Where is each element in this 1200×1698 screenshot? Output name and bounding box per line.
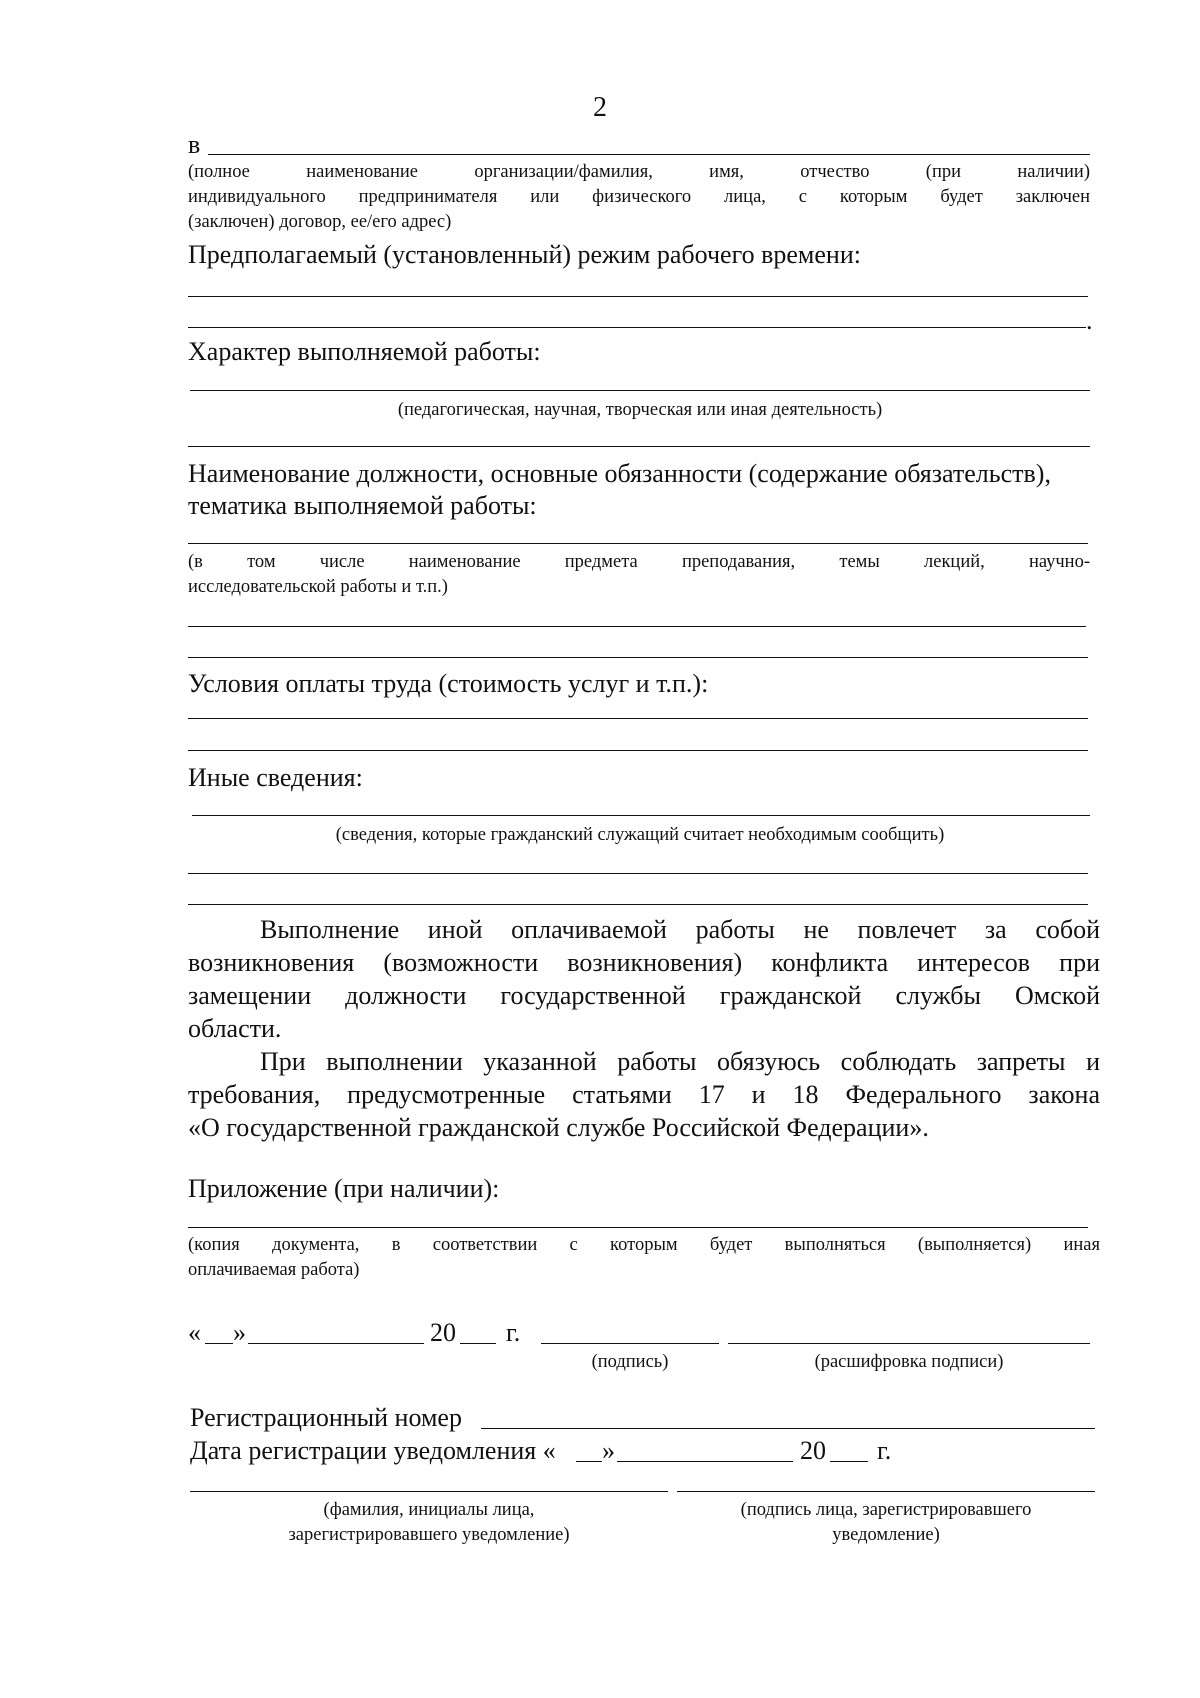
registrar-name-line — [190, 1491, 668, 1492]
work-schedule-label: Предполагаемый (установленный) режим рабочего времени: — [188, 240, 861, 269]
payment-label: Условия оплаты труда (стоимость услуг и т.п.): — [188, 669, 709, 698]
position-label-line-1: Наименование должности, основные обязанности (содержание обязательств), — [188, 459, 1051, 488]
date-month-blank — [248, 1343, 424, 1344]
date-open-quote: « — [188, 1318, 201, 1347]
registration-number-label: Регистрационный номер — [190, 1403, 462, 1432]
statement-p1-line-4: области. — [188, 1014, 282, 1043]
attachment-hint-line-2: оплачиваемая работа) — [188, 1260, 360, 1280]
signature-line — [541, 1343, 719, 1344]
work-schedule-line-1 — [188, 296, 1088, 297]
registrar-signature-line — [677, 1491, 1095, 1492]
work-schedule-line-2 — [188, 327, 1086, 328]
date-year-blank — [460, 1343, 496, 1344]
signature-decoding-line — [728, 1343, 1090, 1344]
date-century: 20 — [430, 1318, 456, 1347]
registrar-name-hint-line-2: зарегистрировавшего уведомление) — [288, 1525, 570, 1545]
date-year-suffix: г. — [506, 1318, 521, 1347]
registrar-signature-hint-line-2: уведомление) — [832, 1525, 940, 1545]
attachment-hint-line-1: (копия документа, в соответствии с которым будет выполняться (выполняется) иная — [188, 1235, 1100, 1255]
page-number: 2 — [593, 92, 607, 123]
date-close-quote: » — [233, 1318, 246, 1347]
other-info-line-2 — [188, 873, 1088, 874]
registration-day-blank — [576, 1461, 602, 1462]
payment-line-1 — [188, 718, 1088, 719]
other-info-line — [192, 815, 1090, 816]
registration-century: 20 — [800, 1436, 826, 1465]
statement-p2-line-2: требования, предусмотренные статьями 17 и 18 Федерального закона — [188, 1080, 1100, 1109]
registration-date-label: Дата регистрации уведомления « — [190, 1436, 556, 1465]
position-line-2 — [188, 626, 1086, 627]
recipient-hint-line-3: (заключен) договор, ее/его адрес) — [188, 212, 452, 232]
position-line-3 — [188, 657, 1088, 658]
recipient-prefix: в — [188, 130, 201, 159]
statement-p1-line-1: Выполнение иной оплачиваемой работы не повлечет за собой — [260, 915, 1100, 944]
other-info-hint: (сведения, которые гражданский служащий считает необходимым сообщить) — [335, 825, 945, 845]
signature-hint: (подпись) — [591, 1352, 669, 1372]
registrar-name-hint-line-1: (фамилия, инициалы лица, — [323, 1500, 535, 1520]
payment-line-2 — [188, 750, 1088, 751]
recipient-hint-line-2: индивидуального предпринимателя или физического лица, с которым будет заключен — [188, 187, 1090, 207]
position-label-line-2: тематика выполняемой работы: — [188, 491, 537, 520]
work-nature-line-2 — [188, 446, 1090, 447]
position-hint-line-2: исследовательской работы и т.п.) — [188, 577, 448, 597]
attachment-line — [188, 1227, 1088, 1228]
attachment-label: Приложение (при наличии): — [188, 1174, 500, 1203]
statement-p1-line-3: замещении должности государственной гражданской службы Омской — [188, 981, 1100, 1010]
registrar-signature-hint-line-1: (подпись лица, зарегистрировавшего — [740, 1500, 1032, 1520]
position-hint-line-1: (в том числе наименование предмета преподавания, темы лекций, научно- — [188, 552, 1090, 572]
work-nature-label: Характер выполняемой работы: — [188, 337, 541, 366]
work-nature-line — [190, 390, 1090, 391]
date-day-blank — [205, 1343, 233, 1344]
registration-close-quote: » — [602, 1436, 615, 1465]
statement-p1-line-2: возникновения (возможности возникновения) конфликта интересов при — [188, 948, 1100, 977]
registration-month-blank — [617, 1461, 793, 1462]
recipient-line — [208, 154, 1090, 155]
position-line — [188, 543, 1088, 544]
work-schedule-end-mark: . — [1086, 306, 1093, 335]
statement-p2-line-3: «О государственной гражданской службе Российской Федерации». — [188, 1113, 929, 1142]
other-info-line-3 — [188, 904, 1088, 905]
recipient-hint-line-1: (полное наименование организации/фамилия, имя, отчество (при наличии) — [188, 162, 1090, 182]
decoding-hint: (расшифровка подписи) — [814, 1352, 1004, 1372]
registration-year-suffix: г. — [877, 1436, 892, 1465]
statement-p2-line-1: При выполнении указанной работы обязуюсь соблюдать запреты и — [260, 1047, 1100, 1076]
other-info-label: Иные сведения: — [188, 763, 363, 792]
registration-year-blank — [830, 1461, 868, 1462]
work-nature-hint: (педагогическая, научная, творческая или иная деятельность) — [397, 400, 883, 420]
registration-number-line — [481, 1428, 1095, 1429]
